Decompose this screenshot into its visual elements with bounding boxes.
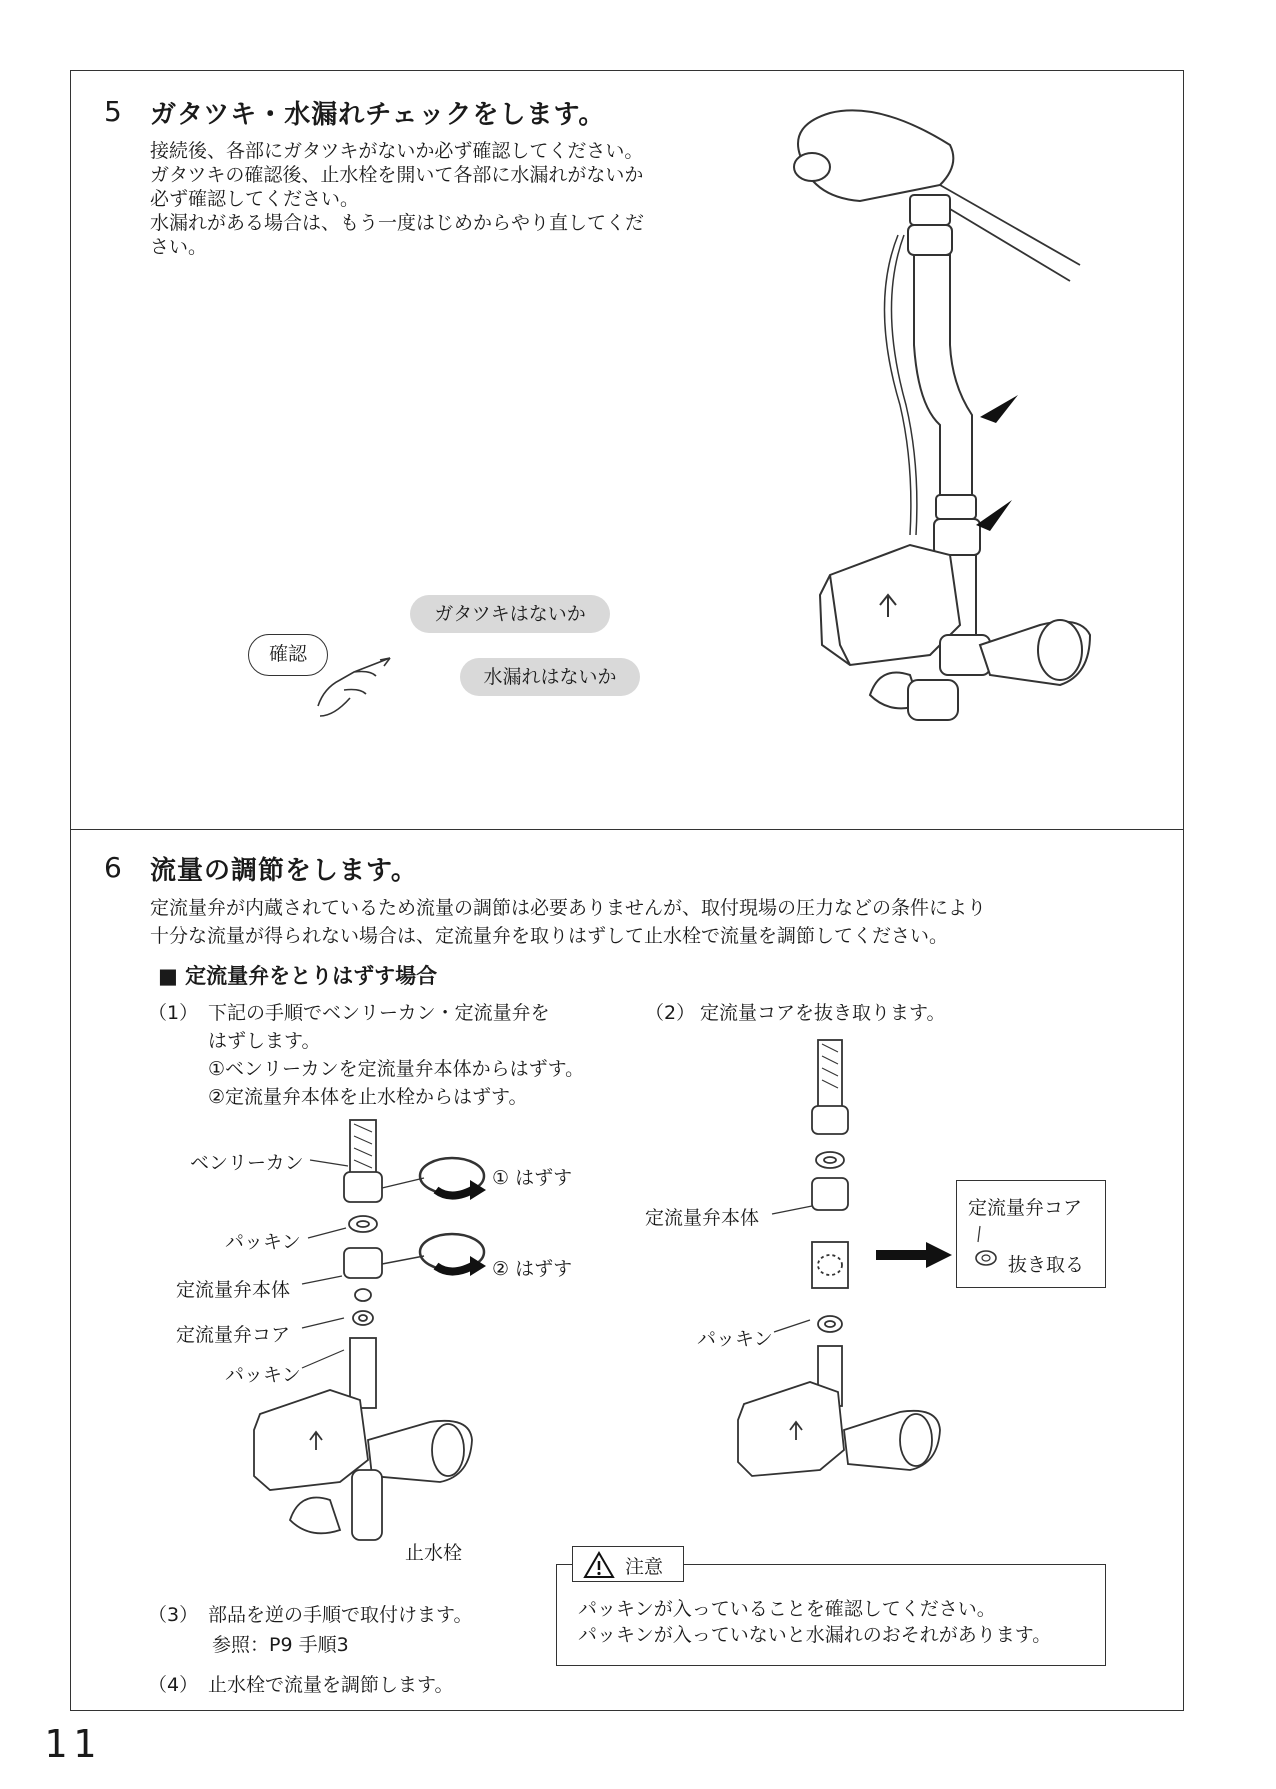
step6-intro-line1: 定流量弁が内蔵されているため流量の調節は必要ありませんが、取付現場の圧力などの条件により <box>150 897 987 919</box>
caution-header <box>572 1546 684 1582</box>
sub2-number: （2） <box>645 1002 696 1024</box>
sub4-text: 止水栓で流量を調節します。 <box>208 1674 454 1696</box>
step6-number: 6 <box>104 851 122 884</box>
step5-title: ガタツキ・水漏れチェックをします。 <box>150 100 606 130</box>
caution-title: 注意 <box>625 1556 664 1578</box>
sub1-line1: 下記の手順でベンリーカン・定流量弁を <box>208 1002 550 1024</box>
core-part-icon <box>972 1226 1012 1276</box>
core-box-title: 定流量弁コア <box>968 1197 1083 1219</box>
step5-body <box>150 139 710 259</box>
check-rattle-pill: ガタツキはないか <box>410 595 610 633</box>
label-remove-1: ① はずす <box>492 1167 573 1189</box>
sub3-number: （3） <box>148 1604 199 1626</box>
step5-line: さい。 <box>150 236 208 258</box>
caution-line1: パッキンが入っていることを確認してください。 <box>578 1598 996 1620</box>
label-packing-upper: パッキン <box>225 1231 301 1253</box>
sub2-text: 定流量コアを抜き取ります。 <box>700 1002 946 1024</box>
step5-number: 5 <box>104 95 122 128</box>
step5-line: ガタツキの確認後、止水栓を開いて各部に水漏れがないか <box>150 164 644 186</box>
sub1-step-a: ①ベンリーカンを定流量弁本体からはずす。 <box>208 1058 585 1080</box>
sub3-line1: 部品を逆の手順で取付けます。 <box>208 1604 473 1626</box>
left-leader-lines <box>290 1150 390 1380</box>
label-right-packing: パッキン <box>697 1328 773 1350</box>
arrow-right-icon <box>876 1240 956 1270</box>
check-leak-pill: 水漏れはないか <box>460 658 640 696</box>
page-number: 11 <box>44 1722 102 1766</box>
label-benrikan: ベンリーカン <box>190 1152 304 1174</box>
sub1-line2: はずします。 <box>208 1030 321 1052</box>
sub4-number: （4） <box>148 1674 199 1696</box>
step6-title: 流量の調節をします。 <box>150 856 418 886</box>
sub3-line2: 参照：P9 手順3 <box>212 1634 349 1656</box>
label-remove-2: ② はずす <box>492 1258 573 1280</box>
label-stopcock: 止水栓 <box>405 1542 463 1564</box>
step5-line: 接続後、各部にガタツキがないか必ず確認してください。 <box>150 140 644 162</box>
faucet-assembly-illustration <box>790 105 1090 745</box>
step6-intro-line2: 十分な流量が得られない場合は、定流量弁を取りはずして止水栓で流量を調節してください。 <box>150 925 949 947</box>
sub1-step-b: ②定流量弁本体を止水栓からはずす。 <box>208 1086 528 1108</box>
label-valve-body: 定流量弁本体 <box>176 1279 291 1301</box>
pointing-hand-icon <box>310 650 400 720</box>
caution-line2: パッキンが入っていないと水漏れのおそれがあります。 <box>578 1624 1052 1646</box>
label-packing-lower: パッキン <box>225 1364 301 1386</box>
step5-line: 水漏れがある場合は、もう一度はじめからやり直してくだ <box>150 212 645 234</box>
step5-line: 必ず確認してください。 <box>150 188 360 210</box>
step6-subheading: ■ 定流量弁をとりはずす場合 <box>158 964 438 988</box>
core-box-action: 抜き取る <box>1008 1254 1085 1276</box>
right-leader-lines <box>760 1200 830 1340</box>
label-valve-core: 定流量弁コア <box>176 1324 291 1346</box>
section-divider <box>70 829 1184 830</box>
sub1-number: （1） <box>148 1002 199 1024</box>
label-right-valve-body: 定流量弁本体 <box>645 1207 760 1229</box>
confirm-badge: 確認 <box>248 634 328 676</box>
warning-icon <box>583 1551 615 1579</box>
